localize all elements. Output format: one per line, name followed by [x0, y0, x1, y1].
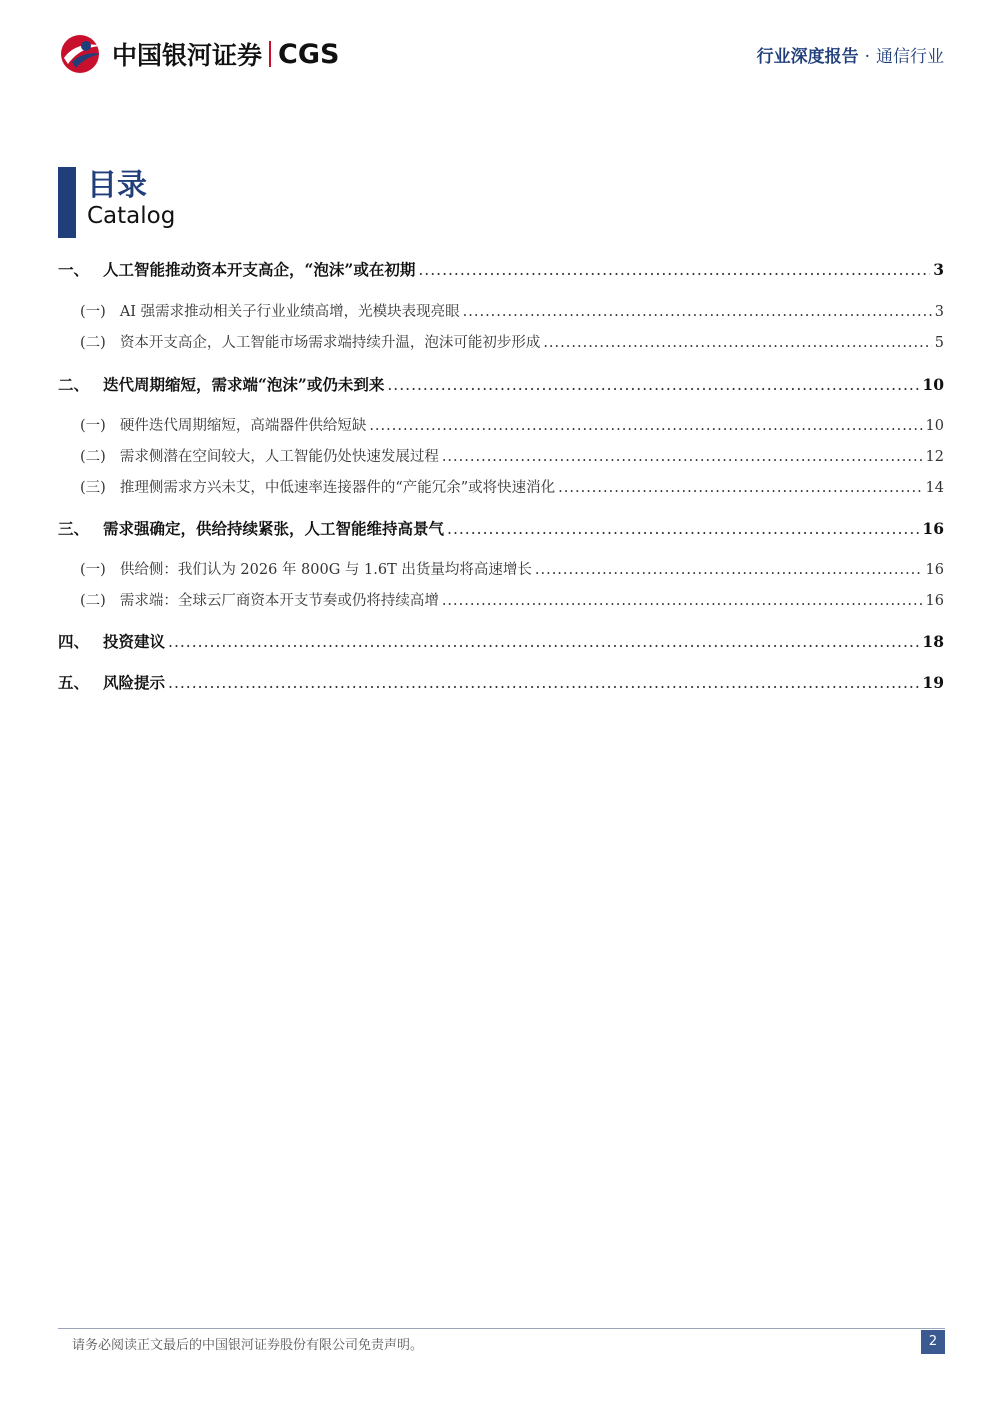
logo-text-en: CGS: [278, 38, 340, 70]
toc-entry-page: 3: [934, 304, 944, 320]
toc-entry-title: AI 强需求推动相关子行业业绩高增，光模块表现亮眼: [119, 304, 460, 320]
toc-entry-title: 风险提示: [103, 673, 166, 692]
toc-entry[interactable]: [58, 558, 944, 582]
toc-entry-number: 五、: [58, 673, 90, 692]
galaxy-logo-icon: [58, 32, 104, 76]
footer-divider: [58, 1328, 945, 1329]
logo-divider: [269, 41, 271, 67]
industry-label: 通信行业: [876, 47, 944, 67]
toc-entry-title: 需求端：全球云厂商资本开支节奏或仍将持续高增: [119, 593, 439, 609]
toc-entry-page: 16: [925, 593, 944, 609]
toc-entry-number: 二、: [58, 375, 90, 394]
toc-entry-page: 14: [925, 480, 944, 496]
toc-leader-dots: [168, 633, 919, 651]
toc-entry[interactable]: [58, 331, 944, 355]
toc-entry-page: 16: [922, 519, 944, 538]
page-title: 目录: [87, 168, 147, 203]
toc-entry[interactable]: [58, 671, 944, 695]
toc-entry[interactable]: [58, 476, 944, 500]
company-logo: [58, 32, 339, 76]
report-type-label: [757, 42, 944, 67]
toc-leader-dots: [543, 335, 931, 351]
toc-entry-number: (三): [80, 480, 106, 496]
toc-leader-dots: [463, 304, 932, 320]
toc-entry[interactable]: [58, 630, 944, 654]
toc-entry-page: 3: [933, 260, 944, 279]
toc-leader-dots: [558, 480, 922, 496]
toc-entry-number: 一、: [58, 260, 90, 279]
report-type: 行业深度报告: [756, 47, 859, 67]
toc-entry-title: 需求强确定，供给持续紧张，人工智能维持高景气: [103, 519, 445, 538]
toc-entry-page: 10: [922, 375, 944, 394]
title-accent-bar: [58, 167, 76, 238]
toc-leader-dots: [535, 562, 923, 578]
logo-text-cn: 中国银河证券: [112, 41, 263, 70]
toc-entry-title: 人工智能推动资本开支高企，“泡沫”或在初期: [103, 260, 416, 279]
toc-entry[interactable]: [58, 300, 944, 324]
toc-entry-page: 16: [925, 562, 944, 578]
toc-leader-dots: [168, 674, 919, 692]
header-separator: ·: [864, 47, 870, 67]
toc-entry[interactable]: [58, 589, 944, 613]
toc-entry-number: (二): [80, 449, 106, 465]
toc-entry-number: (二): [80, 593, 106, 609]
toc-entry-page: 19: [922, 673, 944, 692]
toc-entry-title: 资本开支高企，人工智能市场需求端持续升温，泡沫可能初步形成: [119, 335, 541, 351]
toc-entry[interactable]: [58, 445, 944, 469]
toc-entry-title: 投资建议: [103, 632, 166, 651]
footer-disclaimer: 请务必阅读正文最后的中国银河证券股份有限公司免责声明。: [72, 1338, 424, 1353]
toc-leader-dots: [442, 449, 923, 465]
page-number: 2: [921, 1330, 945, 1354]
toc-entry[interactable]: [58, 373, 944, 397]
toc-entry-title: 硬件迭代周期缩短，高端器件供给短缺: [119, 418, 367, 434]
page-header: [0, 0, 992, 90]
toc-entry-number: (一): [80, 304, 106, 320]
toc-leader-dots: [447, 520, 919, 538]
toc-entry-number: (一): [80, 562, 106, 578]
toc-leader-dots: [369, 418, 922, 434]
toc-leader-dots: [387, 376, 919, 394]
toc-leader-dots: [418, 261, 930, 279]
toc-entry-page: 12: [925, 449, 944, 465]
page-subtitle: Catalog: [87, 203, 176, 229]
toc-entry[interactable]: [58, 517, 944, 541]
toc-entry-page: 18: [922, 632, 944, 651]
toc-entry-number: 三、: [58, 519, 90, 538]
toc-entry-page: 10: [925, 418, 944, 434]
toc-leader-dots: [442, 593, 923, 609]
toc-entry-title: 推理侧需求方兴未艾，中低速率连接器件的“产能冗余”或将快速消化: [119, 480, 556, 496]
toc-entry-number: (二): [80, 335, 106, 351]
toc-entry-title: 迭代周期缩短，需求端“泡沫”或仍未到来: [103, 375, 385, 394]
toc-entry-title: 供给侧：我们认为 2026 年 800G 与 1.6T 出货量均将高速增长: [119, 562, 532, 578]
toc-entry-page: 5: [934, 335, 944, 351]
toc-entry[interactable]: [58, 258, 944, 282]
toc-entry-number: 四、: [58, 632, 90, 651]
toc-entry[interactable]: [58, 414, 944, 438]
toc-entry-number: (一): [80, 418, 106, 434]
toc-entry-title: 需求侧潜在空间较大，人工智能仍处快速发展过程: [119, 449, 439, 465]
